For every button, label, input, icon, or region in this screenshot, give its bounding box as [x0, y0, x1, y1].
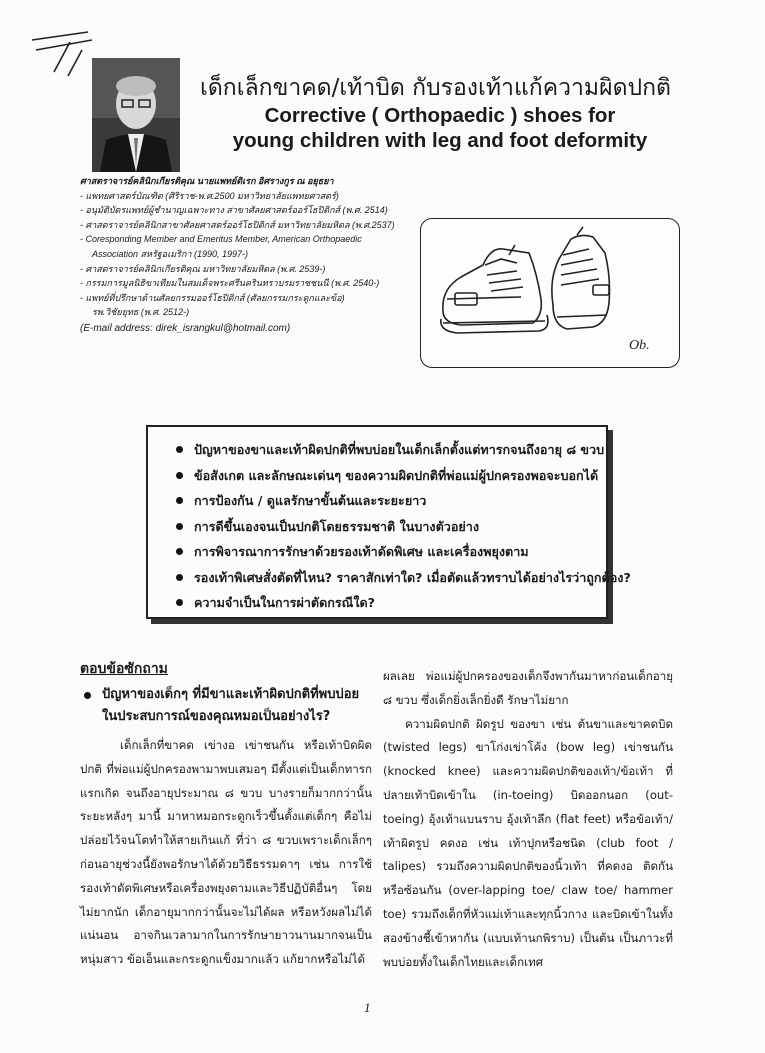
deformity-paragraph: ความผิดปกติ ผิดรูป ของขา เช่น ต้นขาและขาคดบิด (twisted legs) ขาโก่งเข่าโค้ง (bow leg) เข่าชนกัน (knocked knee) และความผิดปกติของเท้า/ข้อเท้า ที่ปลายเท้าบิดเข้าใน (in-toeing) บิดออกนอก (out-toeing) อุ้งเท้าแบนราบ อุ้งเท้าลึก (flat feet) หรือข้อเท้า/เท้าผิดรูป คดงอ เช่น เท้าปุกหรือชนิด (club foot / talipes) รวมถึงความผิดปกติของนิ้วเท้า ที่คดงอ ติดกัน หรือซ้อนกัน (over-lapping toe/ claw toe/ hammer toe) รวมถึงเด็กที่หัวแม่เท้าและทุกนิ้วกาง และบิดเข้าในทั้งสองข้างชี้เข้าหากัน (แบบเท้านกพิราบ) เป็นต้น เป็นภาวะที่พบบ่อยทั้งในเด็กไทยและเด็กเทศ — [383, 716, 673, 969]
credential-line: รพ.วิชัยยุทธ (พ.ศ. 2512-) — [92, 307, 190, 318]
topic-item: ข้อสังเกต และลักษณะเด่นๆ ของความผิดปกติที่พ่อแม่ผู้ปกครองพอจะบอกได้ — [172, 463, 606, 489]
artist-signature: Ob. — [629, 338, 650, 353]
author-photo — [92, 58, 180, 172]
answer-paragraph: เด็กเล็กที่ขาคด เข่างอ เข่าชนกัน หรือเท้าบิดผิดปกติ ที่พ่อแม่ผู้ปกครองพามาพบเสมอๆ มีตั้งแต่เป็นเด็กทารกแรกเกิด จนถึงอายุประมาณ ๘ ขวบ บางรายก็มากกว่านั้น ระยะหลังๆ มานี้ มาหาหมอกระดูกเร็วขึ้นตั้งแต่เด็กๆ คือไม่ปล่อยไว้จนโตทำให้สายเกินแก้ ที่ว่า ๘ ขวบเพราะเด็กเล็กๆก่อนอายุช่วงนี้ยังพอรักษาได้ด้วยวิธีธรรมดาๆ เช่น การใช้รองเท้าดัดพิเศษหรือเครื่องพยุงตามและวิธีปฏิบัติอื่นๆ โดยไม่ยากนัก เด็กอายุมากกว่านั้นจะไม่ได้ผล หรือหวังผลไม่ได้แน่นอน อาจกินเวลามากในการรักษายาวนานมากจนเป็นหนุ่มสาว ข้อเอ็นและกระดูกแข็งมากแล้ว แก้ยากหรือไม่ได้ — [80, 738, 372, 967]
author-name: ศาสตราจารย์คลินิกเกียรติคุณ นายแพทย์ดิเรก อิศรางกูร ณ อยุธยา — [80, 176, 334, 186]
author-email: (E-mail address: direk_israngkul@hotmail.com) — [80, 322, 291, 334]
question-block — [80, 684, 370, 728]
english-title-line1: Corrective ( Orthopaedic ) shoes for — [264, 104, 616, 127]
english-title-line2: young children with leg and foot deformity — [232, 129, 648, 152]
topic-item: การป้องกัน / ดูแลรักษาขั้นต้นและระยะยาว — [172, 488, 606, 514]
shoe-illustration — [420, 218, 680, 368]
bullet-icon — [84, 692, 91, 699]
credential-line: - ศาสตราจารย์คลินิกเกียรติคุณ มหาวิทยาลัยมหิดล (พ.ศ. 2539-) — [80, 263, 326, 274]
topic-item: ความจำเป็นในการผ่าตัดกรณีใด? — [172, 590, 606, 616]
question-text: ปัญหาของเด็กๆ ที่มีขาและเท้าผิดปกติที่พบบ่อยในประสบการณ์ของคุณหมอเป็นอย่างไร? — [102, 687, 360, 724]
topic-item: การพิจารณาการรักษาด้วยรองเท้าดัดพิเศษ และเครื่องพยุงตาม — [172, 539, 606, 565]
author-credits — [80, 174, 420, 337]
topic-item: ปัญหาของขาและเท้าผิดปกติที่พบบ่อยในเด็กเล็กตั้งแต่ทารกจนถึงอายุ ๘ ขวบ — [172, 437, 606, 463]
topics-list — [148, 437, 631, 616]
english-title — [205, 103, 675, 153]
credential-line: - ศาสตราจารย์คลินิกสาขาศัลยศาสตร์ออร์โธปิดิกส์ มหาวิทยาลัยมหิดล (พ.ศ.2537) — [80, 219, 395, 230]
section-heading: ตอบข้อซักถาม — [80, 661, 168, 677]
credential-line: - อนุมัติบัตรแพทย์ผู้ชำนาญเฉพาะทาง สาขาศัลยศาสตร์ออร์โธปิดิกส์ (พ.ศ. 2514) — [80, 205, 388, 216]
credential-line: Association สหรัฐอเมริกา (1990, 1997-) — [92, 248, 249, 259]
credential-line: - แพทยศาสตร์บัณฑิต (ศิริราช-พ.ศ.2500 มหาวิทยาลัยแพทยศาสตร์) — [80, 190, 339, 201]
topic-item: การดีขึ้นเองจนเป็นปกติโดยธรรมชาติ ในบางตัวอย่าง — [172, 514, 606, 540]
thai-title: เด็กเล็กขาคด/เท้าบิด กับรองเท้าแก้ความผิดปกติ — [200, 75, 671, 101]
left-shoe-drawing — [441, 245, 548, 333]
page-number: 1 — [364, 1000, 371, 1015]
credential-line: - กรรมการมูลนิธิขาเทียมในสมเด็จพระศรีนครินทราบรมราชชนนี (พ.ศ. 2540-) — [80, 278, 380, 289]
credential-line: - Coresponding Member and Emeritus Member, American Orthopaedic — [80, 234, 362, 245]
topics-box — [146, 425, 631, 619]
answer-paragraph-continued: ผลเลย พ่อแม่ผู้ปกครองของเด็กจึงพากันมาหาก่อนเด็กอายุ ๘ ขวบ ซึ่งเด็กยิ่งเล็กยิ่งดี รักษาไม่ยาก — [383, 669, 673, 707]
credential-line: - แพทย์ที่ปรึกษาด้านศัลยกรรมออร์โธปิดิกส์ (ศัลยกรรมกระดูกและข้อ) — [80, 292, 345, 303]
topic-item: รองเท้าพิเศษสั่งตัดที่ไหน? ราคาสักเท่าใด? เมื่อตัดแล้วทราบได้อย่างไรว่าถูกต้อง? — [172, 565, 606, 591]
handwritten-mark — [28, 28, 98, 78]
right-column — [383, 665, 673, 974]
right-shoe-drawing — [552, 227, 610, 329]
left-column — [80, 734, 372, 972]
